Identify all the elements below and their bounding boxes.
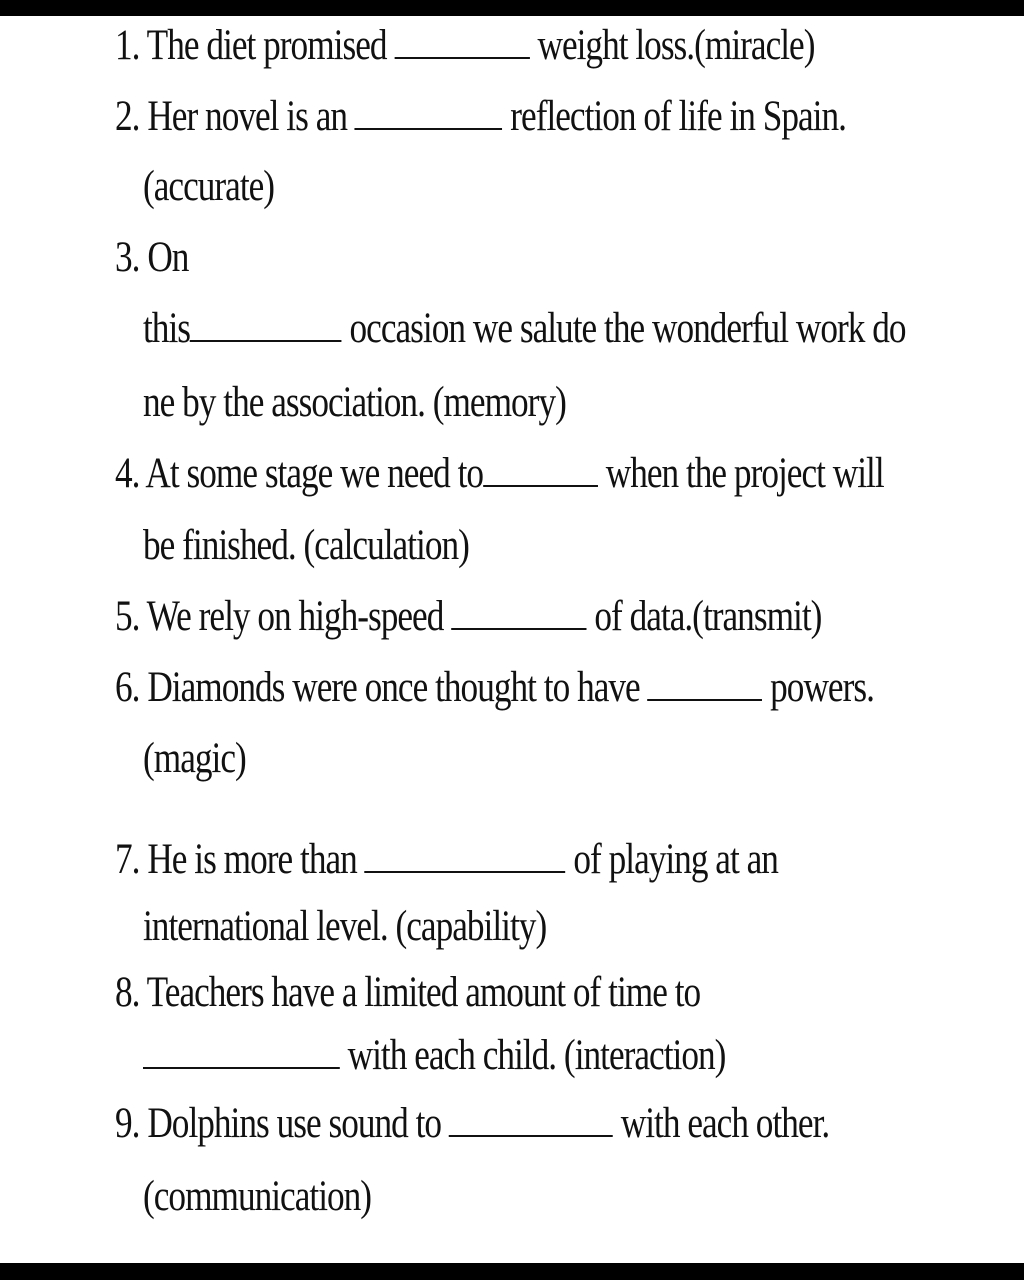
sentence-text: (accurate) [143, 163, 275, 210]
sentence-text: Diamonds were once thought to have [147, 664, 648, 711]
sentence-text: this [143, 305, 191, 352]
item-6-line-1 [115, 662, 874, 714]
sentence-text: (magic) [143, 735, 246, 782]
item-number: 1. [115, 22, 140, 69]
item-3-line-3 [143, 377, 566, 429]
sentence-text: weight loss.(miracle) [529, 22, 815, 69]
item-9-line-1 [115, 1098, 829, 1150]
answer-blank[interactable] [190, 304, 342, 342]
item-9-line-2 [143, 1171, 371, 1223]
item-1-line-1 [115, 20, 814, 72]
sentence-text: with each child. (interaction) [339, 1032, 726, 1079]
sentence-text: On [147, 234, 189, 281]
answer-blank[interactable] [483, 449, 598, 487]
item-number: 9. [115, 1100, 140, 1147]
sentence-text: Dolphins use sound to [147, 1100, 449, 1147]
item-7-line-2 [143, 901, 546, 953]
sentence-text: international level. (capability) [143, 903, 547, 950]
item-number: 2. [115, 93, 140, 140]
sentence-text: be finished. (calculation) [143, 522, 469, 569]
sentence-text: (communication) [143, 1173, 372, 1220]
sentence-text: with each other. [612, 1100, 830, 1147]
item-8-line-1 [115, 967, 700, 1019]
sentence-text: reflection of life in Spain. [502, 93, 846, 140]
item-number: 5. [115, 593, 140, 640]
sentence-text: powers. [762, 664, 874, 711]
item-number: 7. [115, 836, 140, 883]
answer-blank[interactable] [449, 1099, 613, 1137]
answer-blank[interactable] [648, 663, 763, 701]
sentence-text: He is more than [147, 836, 365, 883]
item-2-line-1 [115, 91, 846, 143]
answer-blank[interactable] [394, 21, 529, 59]
sentence-text: of data.(transmit) [586, 593, 822, 640]
sentence-text: of playing at an [565, 836, 778, 883]
item-number: 6. [115, 664, 140, 711]
item-5-line-1 [115, 591, 821, 643]
worksheet-page [0, 16, 1024, 1263]
answer-blank[interactable] [451, 592, 586, 630]
answer-blank[interactable] [355, 92, 503, 130]
item-3-line-1 [115, 232, 188, 284]
sentence-text: Her novel is an [147, 93, 355, 140]
sentence-text: At some stage we need to [145, 450, 484, 497]
sentence-text: Teachers have a limited amount of time to [146, 969, 701, 1016]
item-8-line-2 [143, 1030, 725, 1082]
item-7-line-1 [115, 834, 778, 886]
answer-blank[interactable] [365, 835, 566, 873]
item-number: 4. [115, 450, 140, 497]
sentence-text: We rely on high-speed [146, 593, 452, 640]
item-number: 8. [115, 969, 140, 1016]
item-6-line-2 [143, 733, 246, 785]
item-2-line-2 [143, 161, 274, 213]
item-number: 3. [115, 234, 140, 281]
sentence-text: The diet promised [146, 22, 395, 69]
item-3-line-2 [143, 303, 906, 355]
item-4-line-1 [115, 448, 884, 500]
item-4-line-2 [143, 520, 469, 572]
sentence-text: ne by the association. (memory) [143, 379, 566, 426]
sentence-text: when the project will [597, 450, 884, 497]
sentence-text: occasion we salute the wonderful work do [341, 305, 906, 352]
answer-blank[interactable] [143, 1031, 340, 1069]
